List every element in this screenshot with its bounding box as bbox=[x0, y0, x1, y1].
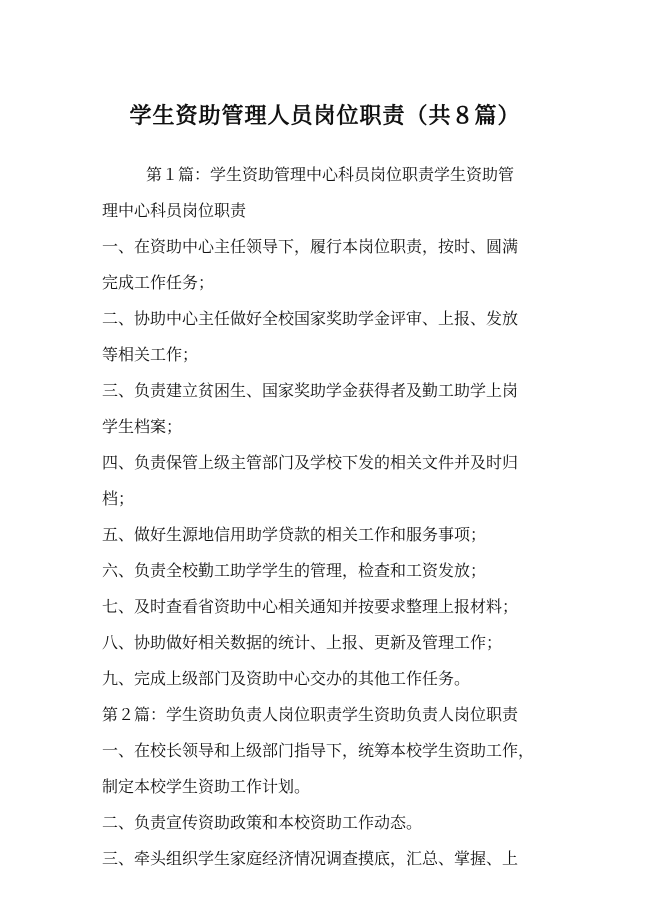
text-line: 理中心科员岗位职责 bbox=[102, 201, 247, 220]
text-line: 学生档案； bbox=[102, 417, 183, 436]
document-title: 学生资助管理人员岗位职责（共８篇） bbox=[129, 104, 521, 129]
text-line: 三、负责建立贫困生、国家奖助学金获得者及勤工助学上岗 bbox=[102, 381, 519, 400]
text-line: 八、协助做好相关数据的统计、上报、更新及管理工作； bbox=[102, 633, 503, 652]
text-line: 等相关工作； bbox=[102, 345, 199, 364]
text-line: 档； bbox=[102, 489, 135, 508]
text-line: 五、做好生源地信用助学贷款的相关工作和服务事项； bbox=[102, 525, 487, 544]
text-line: 三、牵头组织学生家庭经济情况调查摸底，汇总、掌握、上 bbox=[102, 849, 519, 868]
text-line: 完成工作任务； bbox=[102, 273, 215, 292]
text-line: 第２篇：学生资助负责人岗位职责学生资助负责人岗位职责 bbox=[102, 705, 519, 724]
text-line: 六、负责全校勤工助学学生的管理，检查和工资发放； bbox=[102, 561, 487, 580]
text-line: 一、在校长领导和上级部门指导下，统筹本校学生资助工作， bbox=[102, 741, 535, 760]
document-body bbox=[102, 157, 558, 877]
text-line: 第１篇：学生资助管理中心科员岗位职责学生资助管 bbox=[146, 165, 515, 184]
text-line: 制定本校学生资助工作计划。 bbox=[102, 777, 311, 796]
text-line: 一、在资助中心主任领导下，履行本岗位职责，按时、圆满 bbox=[102, 237, 519, 256]
text-line: 二、负责宣传资助政策和本校资助工作动态。 bbox=[102, 813, 423, 832]
text-line: 四、负责保管上级主管部门及学校下发的相关文件并及时归 bbox=[102, 453, 519, 472]
text-line: 二、协助中心主任做好全校国家奖助学金评审、上报、发放 bbox=[102, 309, 519, 328]
text-line: 七、及时查看省资助中心相关通知并按要求整理上报材料； bbox=[102, 597, 519, 616]
text-line: 九、完成上级部门及资助中心交办的其他工作任务。 bbox=[102, 669, 471, 688]
